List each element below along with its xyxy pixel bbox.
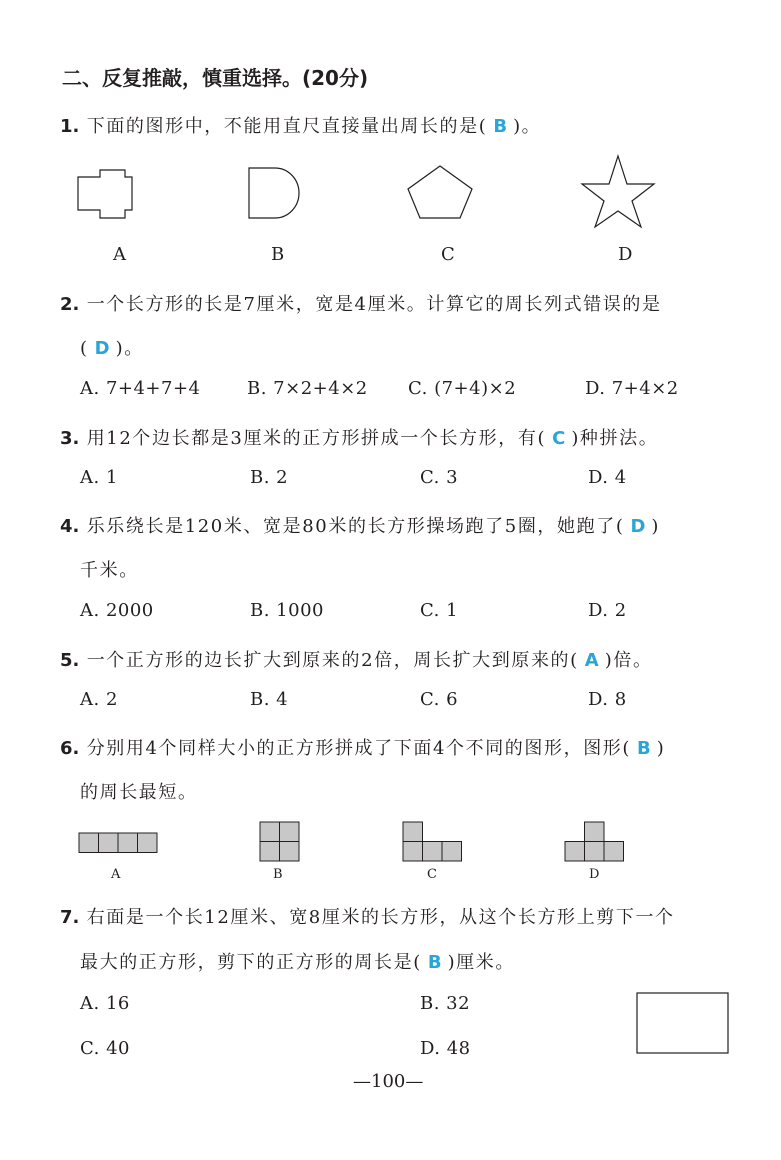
option-b: B. 32 bbox=[420, 993, 471, 1014]
answer-mark: B bbox=[637, 738, 651, 759]
question-text: 用12个边长都是3厘米的正方形拼成一个长方形，有( bbox=[86, 428, 547, 449]
option-d: D. 48 bbox=[420, 1038, 471, 1059]
answer-mark: A bbox=[584, 650, 599, 671]
question-text-end: )。 bbox=[115, 338, 144, 359]
question-number: 4. bbox=[60, 516, 80, 537]
figure-a-row bbox=[79, 833, 157, 853]
option-c: C. 6 bbox=[420, 689, 459, 710]
question-number: 1. bbox=[60, 116, 80, 137]
question-4-line2: 千米。 bbox=[80, 560, 139, 581]
star-icon bbox=[582, 156, 654, 227]
question-text: 一个正方形的边长扩大到原来的2倍，周长扩大到原来的( bbox=[86, 650, 579, 671]
cross-shape-icon bbox=[78, 170, 132, 218]
question-text: 右面是一个长12厘米、宽8厘米的长方形，从这个长方形上剪下一个 bbox=[86, 907, 675, 928]
question-text: 分别用4个同样大小的正方形拼成了下面4个不同的图形，图形( bbox=[86, 738, 632, 759]
question-text: 最大的正方形，剪下的正方形的周长是( bbox=[80, 952, 422, 973]
question-text-end: ) bbox=[656, 738, 666, 759]
question-2-line2 bbox=[80, 334, 144, 360]
option-c: C. 3 bbox=[420, 467, 459, 488]
d-shape-icon bbox=[249, 168, 299, 218]
shape-label-d: D bbox=[618, 244, 633, 265]
option-b: B. 7×2+4×2 bbox=[247, 378, 368, 399]
option-c: C. 1 bbox=[420, 600, 459, 621]
option-c: C. (7+4)×2 bbox=[408, 378, 517, 399]
option-d: D. 4 bbox=[588, 467, 627, 488]
option-d: D. 8 bbox=[588, 689, 627, 710]
rectangle-figure bbox=[637, 993, 728, 1053]
shape-label-b: B bbox=[271, 244, 285, 265]
q1-shapes bbox=[70, 150, 670, 232]
figure-d-t-shape bbox=[565, 822, 624, 861]
question-7-line2 bbox=[80, 948, 515, 974]
answer-mark: C bbox=[552, 428, 566, 449]
option-d: D. 2 bbox=[588, 600, 627, 621]
question-text-end: )倍。 bbox=[604, 650, 653, 671]
option-c: C. 40 bbox=[80, 1038, 130, 1059]
question-6-line2: 的周长最短。 bbox=[80, 782, 198, 803]
option-a: A. 7+4+7+4 bbox=[80, 378, 201, 399]
q7-rectangle bbox=[636, 991, 730, 1055]
question-number: 7. bbox=[60, 907, 80, 928]
question-text: 乐乐绕长是120米、宽是80米的长方形操场跑了5圈，她跑了( bbox=[86, 516, 625, 537]
option-b: B. 4 bbox=[250, 689, 289, 710]
question-7 bbox=[60, 903, 675, 929]
question-text: 下面的图形中，不能用直尺直接量出周长的是( bbox=[86, 116, 488, 137]
figure-label-c: C bbox=[427, 867, 437, 882]
figure-label-d: D bbox=[589, 867, 600, 882]
question-text: 一个长方形的长是7厘米，宽是4厘米。计算它的周长列式错误的是 bbox=[86, 294, 662, 315]
question-number: 3. bbox=[60, 428, 80, 449]
q6-figures bbox=[70, 815, 650, 867]
question-text-end: )。 bbox=[513, 116, 542, 137]
figure-label-a: A bbox=[111, 867, 121, 882]
question-1 bbox=[60, 112, 541, 138]
shape-label-a: A bbox=[113, 244, 126, 265]
question-text-end: )种拼法。 bbox=[571, 428, 659, 449]
question-3 bbox=[60, 424, 658, 450]
question-4 bbox=[60, 512, 660, 538]
answer-mark: D bbox=[94, 338, 110, 359]
page-number: —100— bbox=[353, 1071, 424, 1092]
option-a: A. 2000 bbox=[80, 600, 154, 621]
question-number: 6. bbox=[60, 738, 80, 759]
question-text-end: )厘米。 bbox=[447, 952, 515, 973]
figure-c-l-shape bbox=[403, 822, 462, 861]
question-number: 5. bbox=[60, 650, 80, 671]
question-text: ( bbox=[80, 338, 89, 359]
option-b: B. 1000 bbox=[250, 600, 324, 621]
question-2 bbox=[60, 290, 662, 316]
option-d: D. 7+4×2 bbox=[585, 378, 679, 399]
pentagon-icon bbox=[408, 166, 472, 218]
option-b: B. 2 bbox=[250, 467, 289, 488]
figure-b-square bbox=[260, 822, 299, 861]
figure-label-b: B bbox=[273, 867, 283, 882]
question-6 bbox=[60, 734, 665, 760]
question-5 bbox=[60, 646, 653, 672]
option-a: A. 16 bbox=[80, 993, 130, 1014]
section-title: 二、反复推敲，慎重选择。(20分) bbox=[62, 66, 369, 90]
answer-mark: D bbox=[630, 516, 646, 537]
option-a: A. 2 bbox=[80, 689, 118, 710]
option-a: A. 1 bbox=[80, 467, 118, 488]
answer-mark: B bbox=[427, 952, 442, 973]
question-text-end: ) bbox=[651, 516, 661, 537]
question-number: 2. bbox=[60, 294, 80, 315]
shape-label-c: C bbox=[441, 244, 455, 265]
answer-mark: B bbox=[493, 116, 508, 137]
